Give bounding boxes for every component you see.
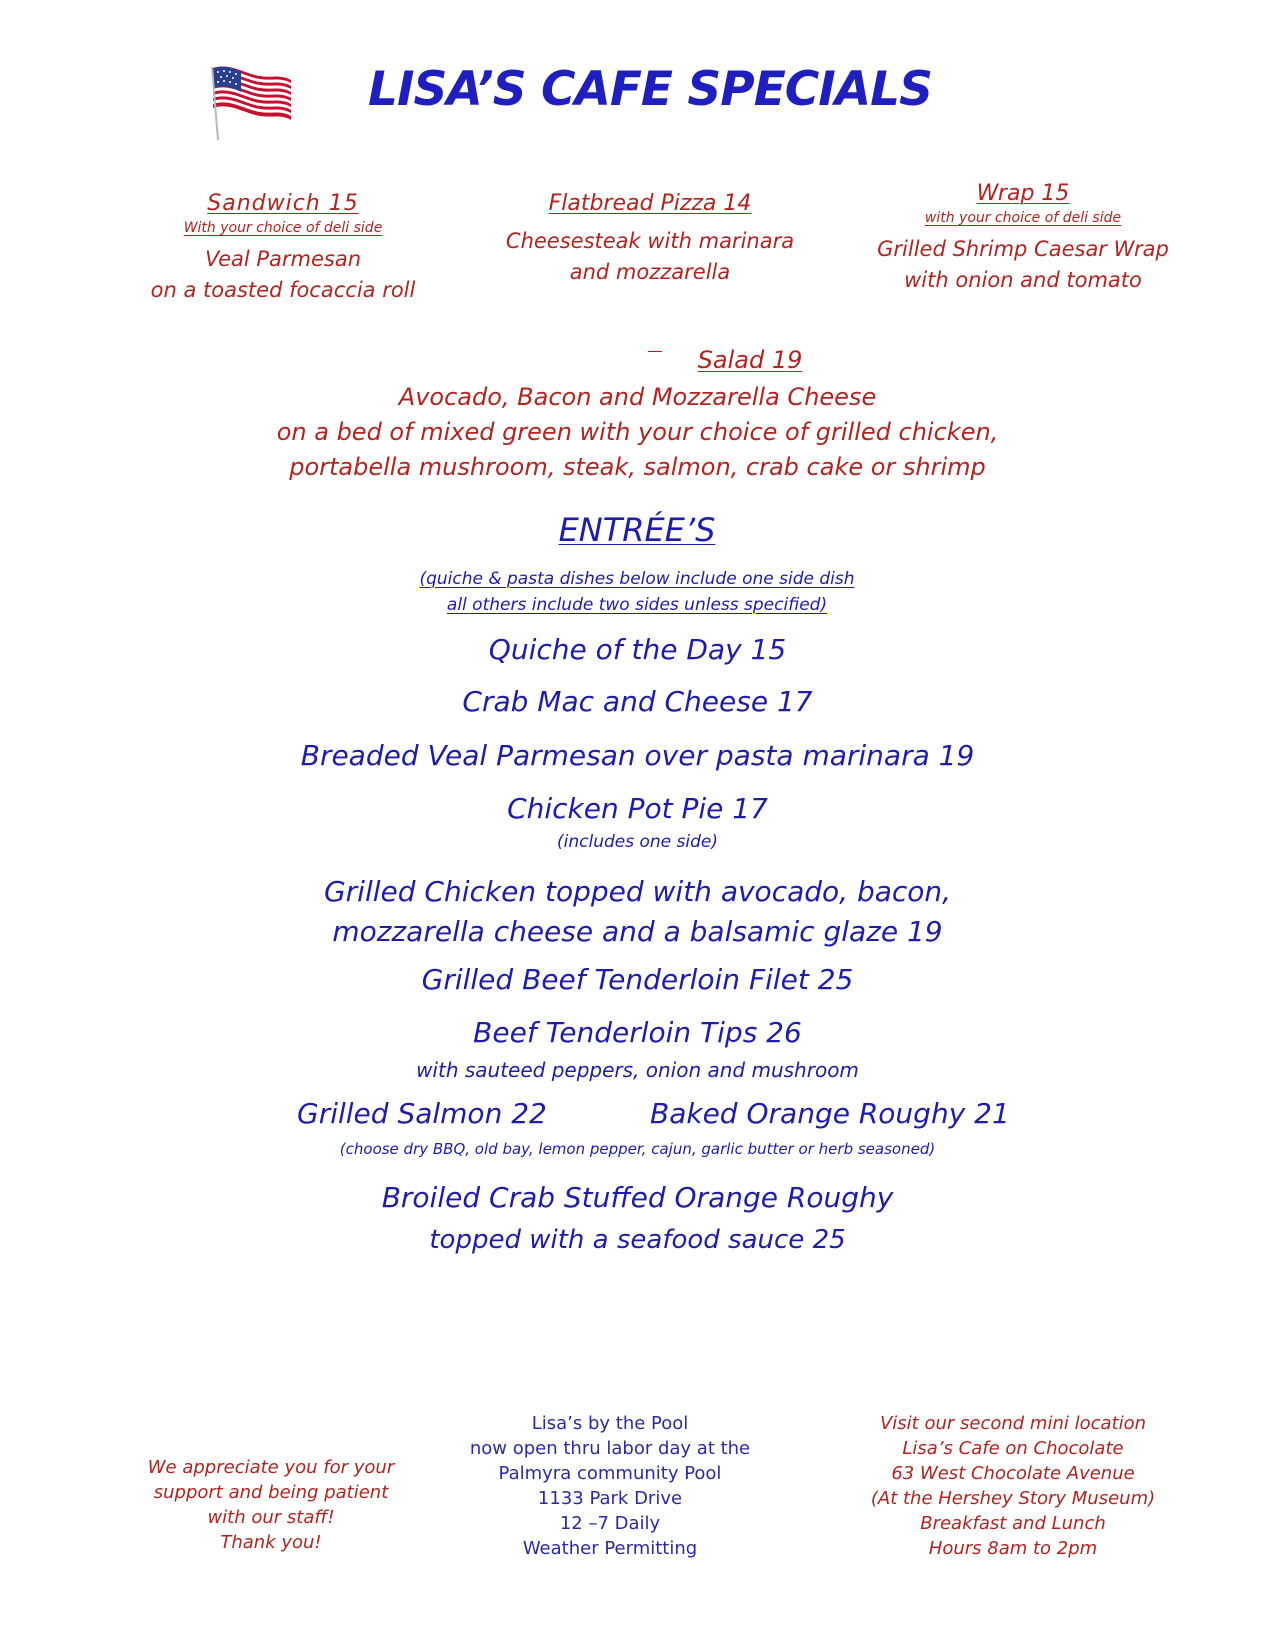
special-line: on a toasted focaccia roll xyxy=(150,278,416,302)
special-line: Cheesesteak with marinara xyxy=(505,229,795,253)
special-line: with onion and tomato xyxy=(904,268,1142,292)
salad-line: portabella mushroom, steak, salmon, crab cake or shrimp xyxy=(289,453,986,481)
special-wrap xyxy=(858,181,1188,296)
footer-line: now open thru labor day at the xyxy=(469,1438,751,1459)
entree-roughy: Baked Orange Roughy 21 xyxy=(650,1097,1010,1130)
special-heading: Sandwich 15 xyxy=(207,191,359,216)
page-title: LISA’S CAFE SPECIALS xyxy=(368,62,932,117)
special-heading: Flatbread Pizza 14 xyxy=(548,191,752,216)
footer-line: Weather Permitting xyxy=(522,1538,698,1559)
footer-line: Hours 8am to 2pm xyxy=(928,1538,1098,1559)
entree-line: Broiled Crab Stuffed Orange Roughy xyxy=(381,1181,894,1214)
salad-line: on a bed of mixed green with your choice of grilled chicken, xyxy=(276,418,999,446)
entree-filet: Grilled Beef Tenderloin Filet 25 xyxy=(421,963,854,996)
footer-thanks xyxy=(136,1455,406,1555)
entrees-heading: ENTRÉE’S xyxy=(558,511,716,549)
footer-line: Thank you! xyxy=(220,1532,322,1553)
american-flag-icon xyxy=(205,62,293,142)
entrees-note-line: (quiche & pasta dishes below include one side dish xyxy=(419,569,855,589)
footer-line: Lisa’s by the Pool xyxy=(531,1413,689,1434)
footer-line: We appreciate you for your xyxy=(147,1457,395,1478)
footer-second-location xyxy=(848,1411,1178,1561)
footer-line: with our staff! xyxy=(207,1507,335,1528)
footer-pool-location xyxy=(455,1411,765,1561)
entree-crab-mac: Crab Mac and Cheese 17 xyxy=(462,685,813,718)
entree-pot-pie-note: (includes one side) xyxy=(557,832,718,852)
entrees-note-line: all others include two sides unless specified) xyxy=(446,595,828,615)
special-sandwich xyxy=(118,191,448,306)
entree-broiled-roughy xyxy=(150,1177,1125,1261)
entree-quiche: Quiche of the Day 15 xyxy=(488,633,787,666)
entree-line: Grilled Chicken topped with avocado, bacon, xyxy=(323,875,952,908)
entree-line: topped with a seafood sauce 25 xyxy=(429,1225,846,1255)
special-line: Grilled Shrimp Caesar Wrap xyxy=(877,237,1169,261)
footer-line: Breakfast and Lunch xyxy=(920,1513,1106,1534)
special-flatbread xyxy=(485,191,815,288)
salad-line: Avocado, Bacon and Mozzarella Cheese xyxy=(398,383,877,411)
footer-line: Visit our second mini location xyxy=(879,1413,1147,1434)
entree-tips-note: with sauteed peppers, onion and mushroom xyxy=(416,1058,859,1082)
entree-salmon: Grilled Salmon 22 xyxy=(297,1097,547,1130)
footer-line: support and being patient xyxy=(153,1482,389,1503)
salad-heading: Salad 19 xyxy=(697,346,803,374)
entree-seasoning-note: (choose dry BBQ, old bay, lemon pepper, cajun, garlic butter or herb seasoned) xyxy=(339,1140,936,1158)
footer-line: (At the Hershey Story Museum) xyxy=(870,1488,1156,1509)
salad-description xyxy=(200,380,1075,485)
footer-line: Palmyra community Pool xyxy=(498,1463,722,1484)
special-heading: Wrap 15 xyxy=(976,181,1070,206)
entree-veal: Breaded Veal Parmesan over pasta marinara 19 xyxy=(300,739,975,772)
footer-line: 63 West Chocolate Avenue xyxy=(891,1463,1135,1484)
special-line: and mozzarella xyxy=(569,260,731,284)
special-note: With your choice of deli side xyxy=(183,220,383,236)
special-line: Veal Parmesan xyxy=(204,247,362,271)
entrees-note xyxy=(337,566,937,618)
entree-grilled-chicken xyxy=(150,872,1125,952)
special-note: with your choice of deli side xyxy=(924,210,1122,226)
footer-line: Lisa’s Cafe on Chocolate xyxy=(902,1438,1124,1459)
entree-line: mozzarella cheese and a balsamic glaze 19 xyxy=(332,915,943,948)
footer-line: 12 –7 Daily xyxy=(559,1513,661,1534)
entree-tips: Beef Tenderloin Tips 26 xyxy=(473,1016,802,1049)
footer-line: 1133 Park Drive xyxy=(537,1488,683,1509)
entree-pot-pie: Chicken Pot Pie 17 xyxy=(507,792,768,825)
